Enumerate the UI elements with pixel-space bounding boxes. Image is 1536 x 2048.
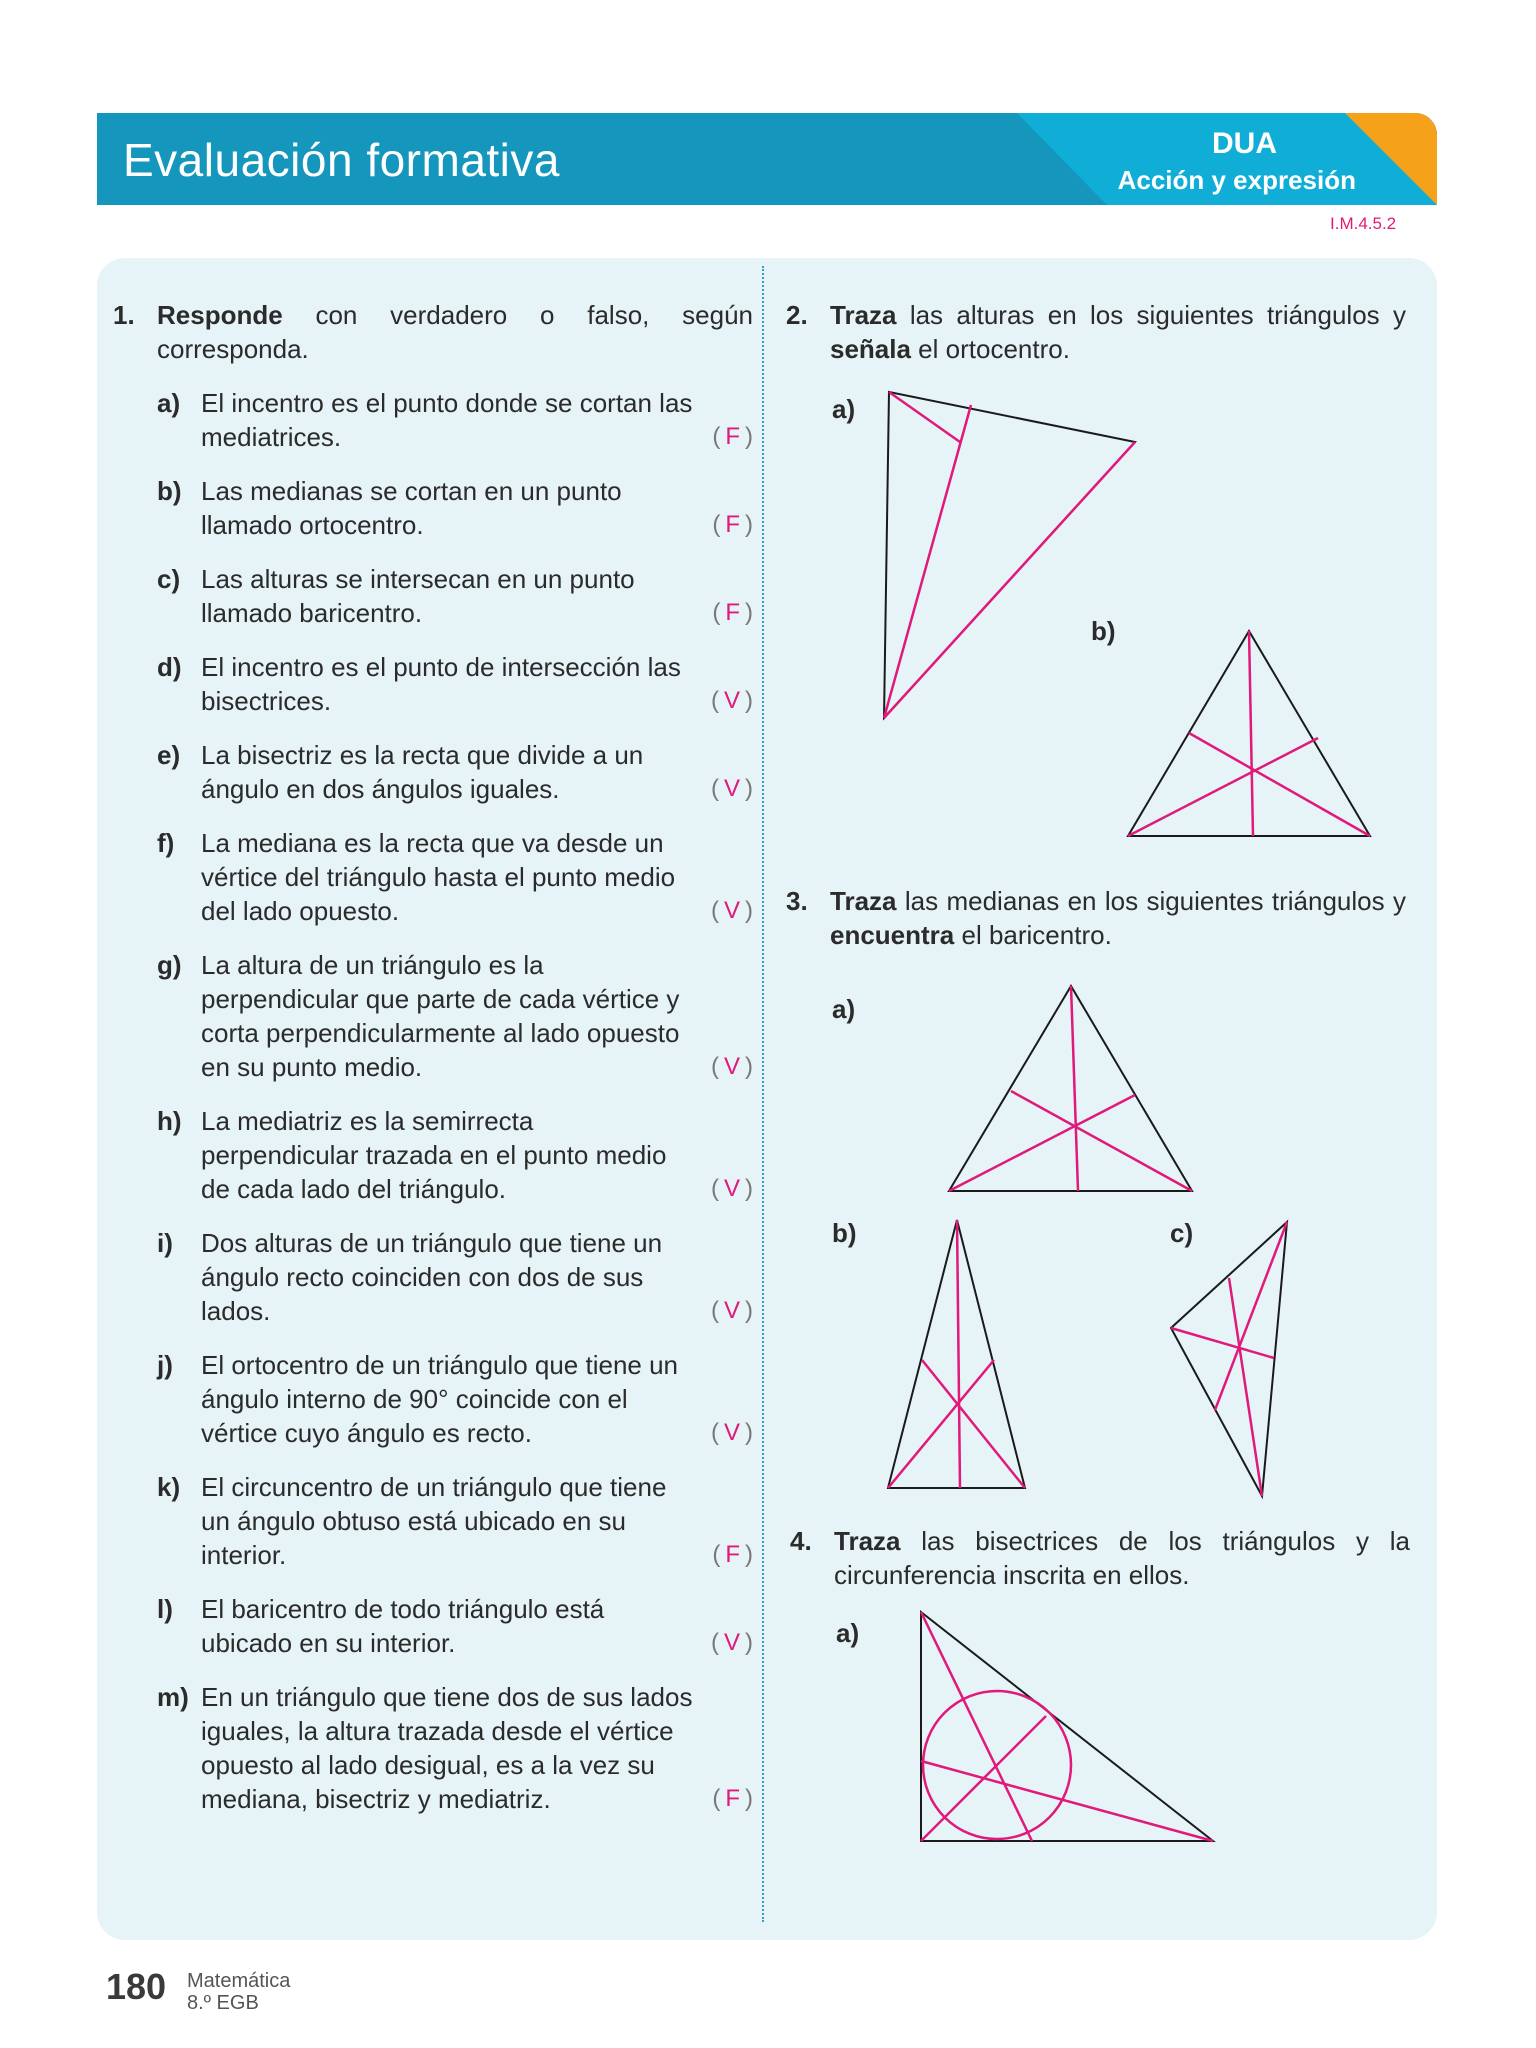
question-verb: Traza [830, 886, 897, 916]
answer-box: ( F ) [712, 423, 753, 450]
question-verb: Traza [834, 1526, 901, 1556]
triangle-q2a [884, 392, 1135, 718]
median-line [1215, 1222, 1287, 1410]
page-number: 180 [106, 1966, 167, 2007]
statement-letter: b) [157, 476, 182, 506]
statement-text: Dos alturas de un triángulo que tiene un ángulo recto coinciden con dos de sus lados. [201, 1228, 663, 1326]
statement-letter: j) [157, 1350, 173, 1380]
answer-box: ( V ) [710, 687, 753, 714]
answer-box: ( V ) [710, 897, 753, 924]
triangle-q3c [1171, 1222, 1287, 1496]
bisector-line [921, 1761, 1213, 1841]
answer-value: F [725, 599, 740, 626]
median-line [957, 1220, 960, 1488]
statement-letter: l) [157, 1594, 173, 1624]
answer-box: ( V ) [710, 1053, 753, 1080]
altitude-line [1189, 733, 1370, 836]
question-verb: Responde [157, 300, 283, 330]
answer-value: V [723, 897, 740, 924]
statement-text: La mediana es la recta que va desde un vértice del triángulo hasta el punto medio del lado opuesto. [201, 828, 676, 926]
bisector-line [921, 1716, 1046, 1841]
subject-name: Matemática [187, 1970, 291, 1992]
question-text: las bisectrices de los triángulos y la circunferencia inscrita en ellos. [834, 1526, 1410, 1590]
figure-label: a) [832, 994, 856, 1024]
indicator-code: I.M.4.5.2 [1330, 214, 1397, 233]
statement-letter: c) [157, 564, 181, 594]
answer-value: V [723, 1175, 740, 1202]
statement-text: El incentro es el punto donde se cortan las mediatrices. [201, 388, 693, 452]
question-text: con verdadero o falso, según corresponda. [157, 300, 753, 364]
answer-box: ( F ) [712, 1541, 753, 1568]
statement-text: Las medianas se cortan en un punto llamado ortocentro. [201, 476, 622, 540]
answer-value: V [723, 1053, 740, 1080]
answer-box: ( V ) [710, 775, 753, 802]
question-verb-2: señala [830, 334, 911, 364]
answer-value: V [723, 1419, 740, 1446]
statement-text: El baricentro de todo triángulo está ubicado en su interior. [201, 1594, 605, 1658]
figure-label: a) [832, 394, 856, 424]
question-number: 4. [790, 1526, 812, 1556]
median-line [1229, 1278, 1262, 1496]
statement-text: El circuncentro de un triángulo que tiene un ángulo obtuso está ubicado en su interior. [201, 1472, 667, 1570]
answer-box: ( F ) [712, 511, 753, 538]
question-text-2: el ortocentro. [910, 334, 1070, 364]
dua-subtitle: Acción y expresión [1117, 165, 1356, 195]
statement-letter: m) [157, 1682, 189, 1712]
statement-letter: k) [157, 1472, 181, 1502]
triangle-q3a [949, 986, 1192, 1191]
median-line [1171, 1328, 1274, 1358]
question-verb-2: encuentra [830, 920, 955, 950]
answer-box: ( V ) [710, 1419, 753, 1446]
question-number: 3. [786, 886, 808, 916]
altitude-line [1249, 631, 1253, 836]
statement-letter: i) [157, 1228, 173, 1258]
footer-subject [187, 1970, 290, 2014]
answer-value: F [725, 1541, 740, 1568]
question-text: las alturas en los siguientes triángulos y [896, 300, 1406, 330]
triangle-q4a [921, 1612, 1213, 1841]
statement-letter: g) [157, 950, 182, 980]
answer-box: ( F ) [712, 599, 753, 626]
answer-value: V [723, 775, 740, 802]
median-line [1071, 986, 1078, 1191]
answer-value: V [723, 1629, 740, 1656]
answer-value: F [725, 511, 740, 538]
answer-value: F [725, 1785, 740, 1812]
figure-label: b) [1091, 616, 1116, 646]
question-text: las medianas en los siguientes triángulos y [896, 886, 1406, 916]
answer-value: F [725, 423, 740, 450]
question-number: 1. [113, 300, 135, 330]
figure-label: b) [832, 1218, 857, 1248]
answer-box: ( F ) [712, 1785, 753, 1812]
answer-value: V [723, 1297, 740, 1324]
figure-label: c) [1170, 1218, 1194, 1248]
statement-letter: f) [157, 828, 175, 858]
statement-letter: d) [157, 652, 182, 682]
answer-value: V [723, 687, 740, 714]
statement-text: El ortocentro de un triángulo que tiene un ángulo interno de 90° coincide con el vértice cuyo ángulo es recto. [201, 1350, 679, 1448]
statement-text: El incentro es el punto de intersección las bisectrices. [201, 652, 681, 716]
answer-box: ( V ) [710, 1629, 753, 1656]
statement-letter: a) [157, 388, 181, 418]
statement-letter: e) [157, 740, 181, 770]
median-line [1011, 1091, 1192, 1191]
dua-title: DUA [1212, 127, 1277, 160]
bisector-line [921, 1612, 1032, 1841]
question-number: 2. [786, 300, 808, 330]
statement-text: La mediatriz es la semirrecta perpendicular trazada en el punto medio de cada lado del triángulo. [201, 1106, 667, 1204]
statement-letter: h) [157, 1106, 182, 1136]
question-verb: Traza [830, 300, 897, 330]
figure-label: a) [836, 1618, 860, 1648]
statement-text: La bisectriz es la recta que divide a un ángulo en dos ángulos iguales. [201, 740, 644, 804]
grade-level: 8.º EGB [187, 1992, 259, 2014]
question-text-2: el baricentro. [954, 920, 1112, 950]
statement-text: En un triángulo que tiene dos de sus lados iguales, la altura trazada desde el vértice opuesto al lado desigual, es a la vez su mediana, bisectriz y mediatriz. [201, 1682, 693, 1814]
page-title: Evaluación formativa [123, 134, 560, 186]
answer-box: ( V ) [710, 1297, 753, 1324]
statement-text: Las alturas se intersecan en un punto llamado baricentro. [201, 564, 635, 628]
answer-box: ( V ) [710, 1175, 753, 1202]
statement-text: La altura de un triángulo es la perpendicular que parte de cada vértice y corta perpendicularmente al lado opuesto en su punto medio. [201, 950, 680, 1082]
